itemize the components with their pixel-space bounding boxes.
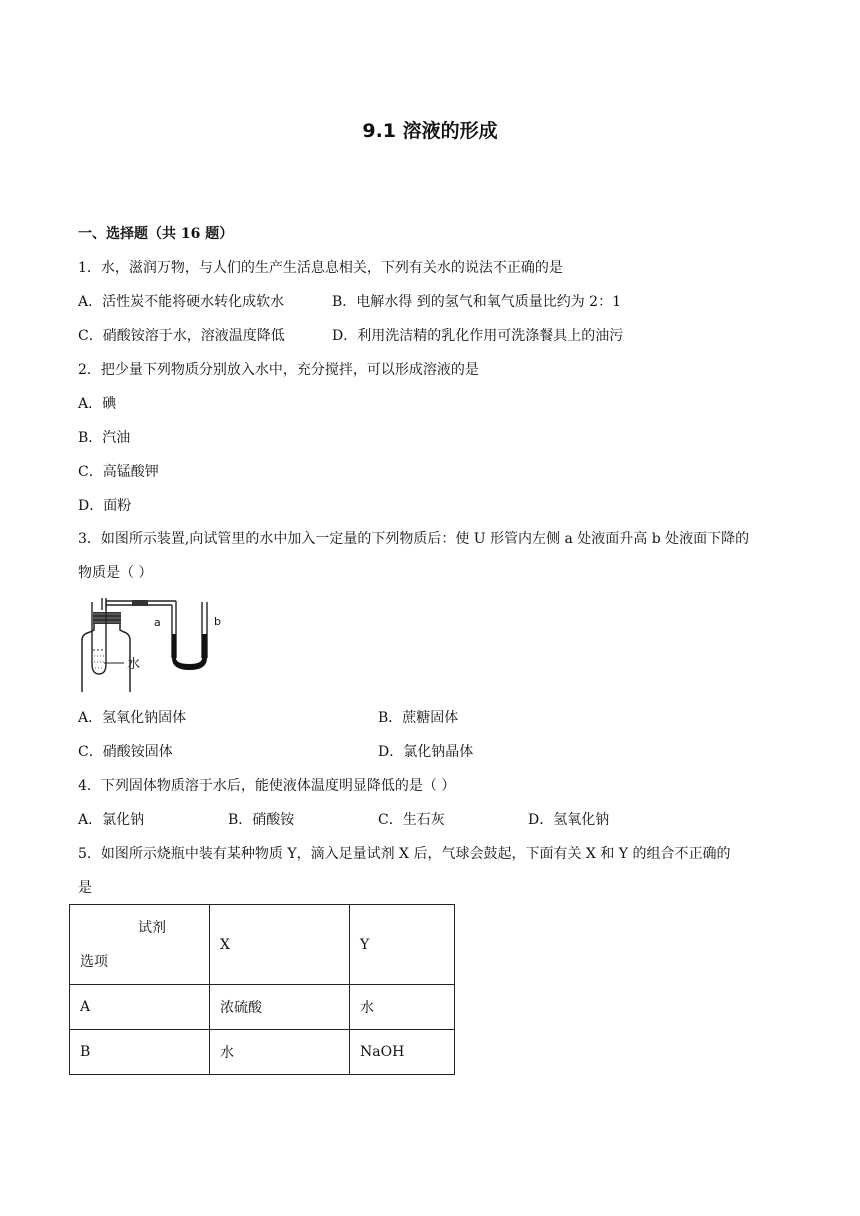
q5-stem-line2: 是: [78, 880, 92, 896]
q4-option-a: A．氯化钠: [78, 812, 145, 828]
q2-option-c: C．高锰酸钾: [78, 464, 159, 480]
table-header-row: [70, 905, 455, 985]
table-cell-y: 水: [350, 985, 455, 1030]
table-row: [70, 985, 455, 1030]
q1-option-b: B．电解水得 到的氢气和氧气质量比约为 2：1: [332, 294, 622, 310]
q4-option-b: B．硝酸铵: [228, 812, 295, 828]
q3-option-d: D．氯化钠晶体: [378, 744, 474, 760]
u-tube-apparatus-figure: [76, 594, 226, 694]
q2-stem: 2．把少量下列物质分别放入水中，充分搅拌，可以形成溶液的是: [78, 362, 479, 378]
q4-option-c: C．生石灰: [378, 812, 445, 828]
q1-option-a: A．活性炭不能将硬水转化成软水: [78, 294, 285, 310]
table-cell-x: 水: [210, 1030, 350, 1075]
figure-label-water: 水: [127, 657, 141, 672]
q3-option-c: C．硝酸铵固体: [78, 744, 173, 760]
q2-option-d: D．面粉: [78, 498, 132, 514]
figure-label-a: a: [154, 616, 161, 629]
q2-option-b: B．汽油: [78, 430, 131, 446]
q2-option-a: A．碘: [78, 396, 117, 412]
q3-stem-line1: 3．如图所示装置,向试管里的水中加入一定量的下列物质后：使 U 形管内左侧 a 处液面升高 b 处液面下降的: [78, 531, 750, 547]
q4-option-d: D．氢氧化钠: [528, 812, 610, 828]
q5-stem-line1: 5．如图所示烧瓶中装有某种物质 Y，滴入足量试剂 X 后，气球会鼓起，下面有关 X 和 Y 的组合不正确的: [78, 846, 731, 862]
q3-option-b: B．蔗糖固体: [378, 710, 459, 726]
section-heading: 一、选择题（共 16 题）: [78, 226, 234, 242]
page-title: 9.1 溶液的形成: [362, 120, 498, 142]
table-row: [70, 1030, 455, 1075]
table-header-reagent: 试剂: [138, 919, 166, 936]
q1-option-d: D．利用洗洁精的乳化作用可洗涤餐具上的油污: [332, 328, 624, 344]
table-header-diagonal-cell: [70, 905, 210, 985]
table-cell-x: 浓硫酸: [210, 985, 350, 1030]
q3-stem-line2: 物质是（ ）: [78, 565, 153, 581]
q1-stem: 1．水，滋润万物，与人们的生产生活息息相关，下列有关水的说法不正确的是: [78, 260, 563, 276]
q4-stem: 4．下列固体物质溶于水后，能使液体温度明显降低的是（ ）: [78, 778, 456, 794]
table-cell-y: NaOH: [350, 1030, 455, 1075]
table-header-x: X: [210, 905, 350, 985]
q5-options-table: [69, 904, 455, 1075]
figure-label-b: b: [214, 615, 221, 628]
q3-option-a: A．氢氧化钠固体: [78, 710, 187, 726]
table-header-option: 选项: [80, 953, 108, 970]
table-cell-option: A: [70, 985, 210, 1030]
q1-option-c: C．硝酸铵溶于水，溶液温度降低: [78, 328, 285, 344]
table-header-y: Y: [350, 905, 455, 985]
table-cell-option: B: [70, 1030, 210, 1075]
